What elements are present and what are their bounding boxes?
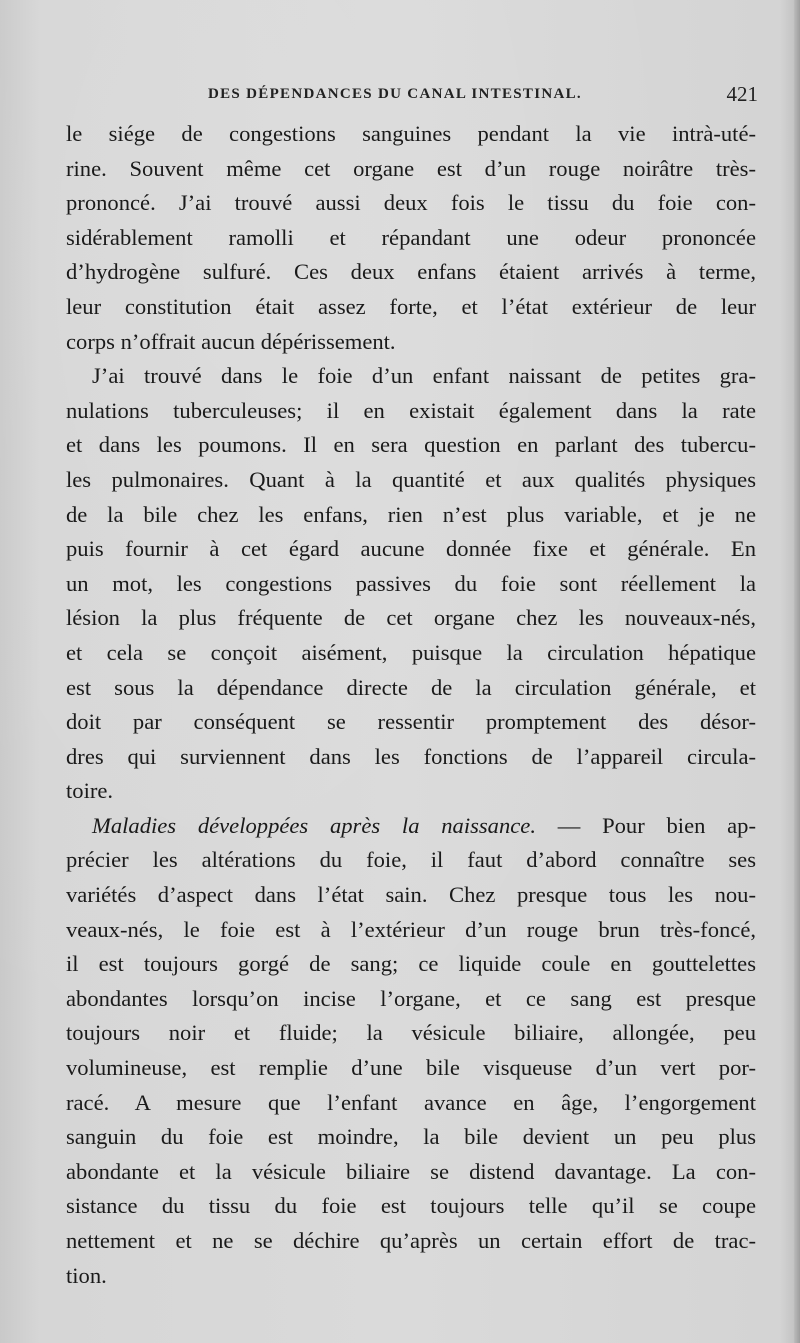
text-line: abondante et la vésicule biliaire se distend davantage. La con- xyxy=(66,1158,756,1184)
text-line: nettement et ne se déchire qu’après un certain effort de trac- xyxy=(66,1228,756,1253)
text-line: volumineuse, est remplie d’une bile visqueuse d’un vert por- xyxy=(66,1055,756,1081)
page-edge-shadow xyxy=(794,0,800,1343)
text-line: précier les altérations du foie, il faut d’abord connaître ses xyxy=(66,847,756,873)
text-line-section-start xyxy=(66,809,756,844)
text-line: variétés d’aspect dans l’état sain. Chez presque tous les nou- xyxy=(66,882,756,908)
body-text xyxy=(66,117,756,1293)
text-line: nulations tuberculeuses; il en existait également dans la rate xyxy=(66,397,756,423)
running-title: DES DÉPENDANCES DU CANAL INTESTINAL. xyxy=(208,86,582,102)
text-line: lésion la plus fréquente de cet organe chez les nouveaux-nés, xyxy=(66,605,756,631)
text-line: puis fournir à cet égard aucune donnée fixe et générale. En xyxy=(66,536,756,562)
text-line: racé. A mesure que l’enfant avance en âge, l’engorgement xyxy=(66,1089,756,1115)
text-line: toujours noir et fluide; la vésicule biliaire, allongée, peu xyxy=(66,1020,756,1046)
text-line: dres qui surviennent dans les fonctions de l’appareil circula- xyxy=(66,743,756,769)
text-line: de la bile chez les enfans, rien n’est plus variable, et je ne xyxy=(66,501,756,527)
section-start-text: — Pour bien ap- xyxy=(557,812,756,838)
text-line: un mot, les congestions passives du foie sont réellement la xyxy=(66,570,756,596)
text-line: corps n’offrait aucun dépérissement. xyxy=(66,328,396,354)
text-line: et cela se conçoit aisément, puisque la circulation hépatique xyxy=(66,639,756,665)
text-line: est sous la dépendance directe de la circulation générale, et xyxy=(66,674,756,700)
section-title: Maladies développées après la naissance. xyxy=(92,812,536,838)
text-line: tion. xyxy=(66,1262,107,1288)
text-line: rine. Souvent même cet organe est d’un rouge noirâtre très- xyxy=(66,155,756,181)
text-line: doit par conséquent se ressentir promptement des désor- xyxy=(66,709,756,735)
text-line: prononcé. J’ai trouvé aussi deux fois le tissu du foie con- xyxy=(66,190,756,216)
page-number: 421 xyxy=(726,82,758,106)
running-head xyxy=(66,82,758,112)
text-line: d’hydrogène sulfuré. Ces deux enfans étaient arrivés à terme, xyxy=(66,259,756,285)
text-line: sanguin du foie est moindre, la bile devient un peu plus xyxy=(66,1124,756,1150)
text-line: les pulmonaires. Quant à la quantité et aux qualités physiques xyxy=(66,466,756,492)
text-line: sistance du tissu du foie est toujours telle qu’il se coupe xyxy=(66,1193,756,1219)
text-line: veaux-nés, le foie est à l’extérieur d’un rouge brun très-foncé, xyxy=(66,916,756,942)
text-line: J’ai trouvé dans le foie d’un enfant naissant de petites gra- xyxy=(92,363,756,389)
text-line: toire. xyxy=(66,778,114,804)
text-line: le siége de congestions sanguines pendant la vie intrà-uté- xyxy=(66,121,756,146)
text-line: leur constitution était assez forte, et l’état extérieur de leur xyxy=(66,293,756,319)
text-line: sidérablement ramolli et répandant une odeur prononcée xyxy=(66,224,756,250)
text-line: et dans les poumons. Il en sera question en parlant des tubercu- xyxy=(66,432,756,458)
text-line: il est toujours gorgé de sang; ce liquide coule en gouttelettes xyxy=(66,951,756,977)
text-line: abondantes lorsqu’on incise l’organe, et ce sang est presque xyxy=(66,985,756,1011)
